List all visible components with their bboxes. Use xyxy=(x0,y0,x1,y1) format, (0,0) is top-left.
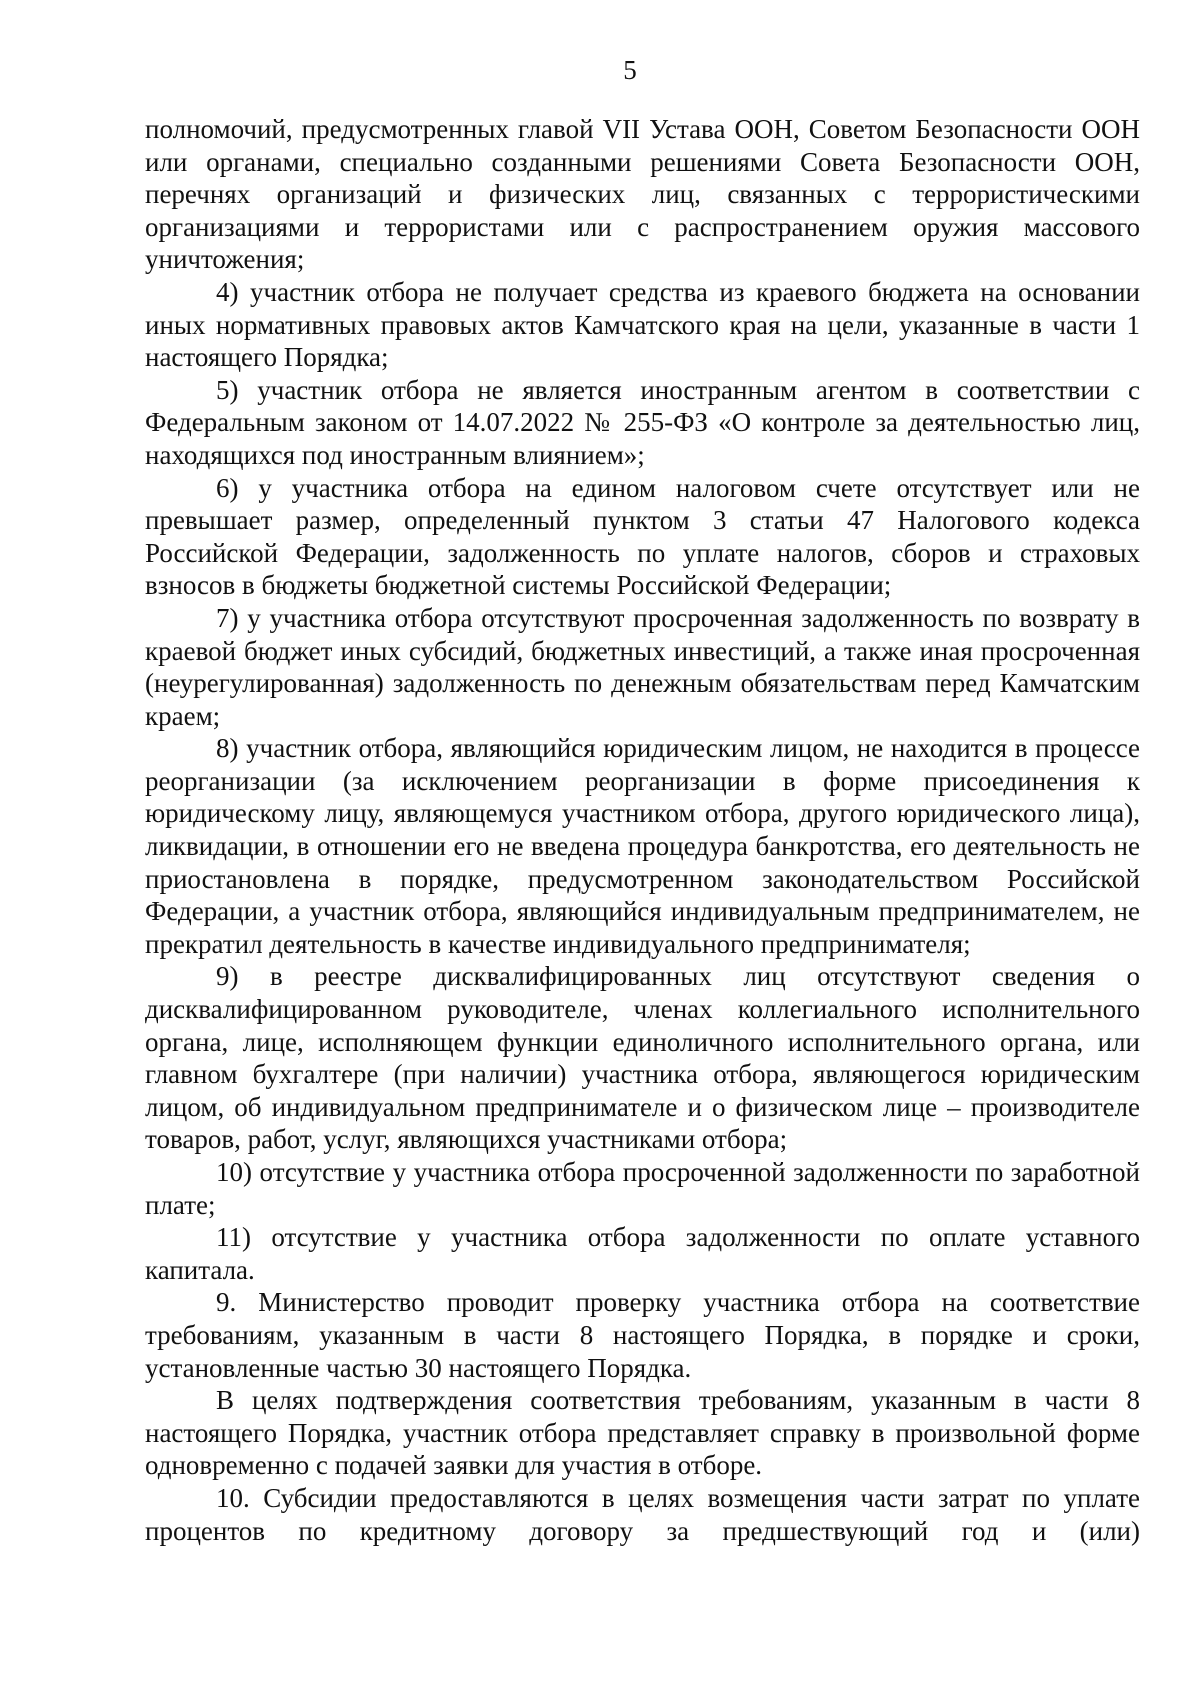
list-item-text: у участника отбора отсутствуют просроченная задолженность по возврату в краевой бюджет иных субсидий, бюджетных инвестиций, а также иная просроченная (неурегулированная) задолженность по денежным обязательствам перед Камчатским краем; xyxy=(145,602,1140,731)
list-item-6 xyxy=(145,472,1140,602)
list-item-text: отсутствие у участника отбора задолженности по оплате уставного капитала. xyxy=(145,1222,1141,1285)
list-item-text: у участника отбора на едином налоговом счете отсутствует или не превышает размер, определенный пунктом 3 статьи 47 Налогового кодекса Российской Федерации, задолженность по уплате налогов, сборов и страховых взносов в бюджеты бюджетной системы Российской Федерации; xyxy=(145,472,1140,601)
list-item-number: 8) xyxy=(216,733,239,764)
list-item-number: 6) xyxy=(216,472,239,503)
list-item-9 xyxy=(145,960,1140,1156)
list-item-5 xyxy=(145,374,1140,472)
section-number: 10. xyxy=(216,1482,250,1513)
list-item-text: участник отбора не является иностранным агентом в соответствии с Федеральным законом от 14.07.2022 № 255-ФЗ «О контроле за деятельностью лиц, находящихся под иностранным влиянием»; xyxy=(145,374,1140,470)
list-item-8 xyxy=(145,732,1140,960)
paragraph-text: В целях подтверждения соответствия требованиям, указанным в части 8 настоящего Порядка, участник отбора представляет справку в произвольной форме одновременно с подачей заявки для участия в отборе. xyxy=(145,1385,1140,1481)
paragraph-confirmation xyxy=(145,1384,1140,1482)
list-item-number: 4) xyxy=(216,276,239,307)
list-item-number: 10) xyxy=(216,1157,252,1187)
document-body xyxy=(145,113,1140,1547)
section-number: 9. xyxy=(216,1287,237,1318)
list-item-number: 11) xyxy=(216,1222,251,1253)
list-item-4 xyxy=(145,276,1140,374)
section-text: Субсидии предоставляются в целях возмещения части затрат по уплате процентов по кредитному договору за предшествующий год и (или) xyxy=(145,1482,1140,1546)
section-text: Министерство проводит проверку участника отбора на соответствие требованиям, указанным в части 8 настоящего Порядка, в порядке и сроки, установленные частью 30 настоящего Порядка. xyxy=(145,1287,1140,1383)
paragraph-continuation xyxy=(145,113,1140,276)
section-9 xyxy=(145,1286,1140,1384)
list-item-7 xyxy=(145,602,1140,732)
list-item-number: 7) xyxy=(216,602,239,633)
list-item-text: в реестре дисквалифицированных лиц отсутствуют сведения о дисквалифицированном руководителе, членах коллегиального исполнительного органа, лице, исполняющем функции единоличного исполнительного органа, или главном бухгалтере (при наличии) участника отбора, являющегося юридическим лицом, об индивидуальном предпринимателе и о физическом лице – производителе товаров, работ, услуг, являющихся участниками отбора; xyxy=(145,961,1140,1155)
list-item-11 xyxy=(145,1221,1140,1286)
page-number: 5 xyxy=(623,55,637,85)
list-item-number: 5) xyxy=(216,374,239,405)
list-item-text: отсутствие у участника отбора просроченной задолженности по заработной плате; xyxy=(145,1157,1140,1220)
list-item-text: участник отбора, являющийся юридическим лицом, не находится в процессе реорганизации (за исключением реорганизации в форме присоединения к юридическому лицу, являющемуся участником отбора, другого юридического лица), ликвидации, в отношении его не введена процедура банкротства, его деятельность не приостановлена в порядке, предусмотренном законодательством Российской Федерации, а участник отбора, являющийся индивидуальным предпринимателем, не прекратил деятельность в качестве индивидуального предпринимателя; xyxy=(145,733,1141,959)
list-item-10 xyxy=(145,1156,1140,1221)
list-item-number: 9) xyxy=(216,961,239,992)
paragraph-text: полномочий, предусмотренных главой VII Устава ООН, Советом Безопасности ООН или органами, специально созданными решениями Совета Безопасности ООН, перечнях организаций и физических лиц, связанных с террористическими организациями и террористами или с распространением оружия массового уничтожения; xyxy=(145,114,1140,275)
section-10 xyxy=(145,1482,1140,1547)
list-item-text: участник отбора не получает средства из краевого бюджета на основании иных нормативных правовых актов Камчатского края на цели, указанные в части 1 настоящего Порядка; xyxy=(145,276,1141,373)
